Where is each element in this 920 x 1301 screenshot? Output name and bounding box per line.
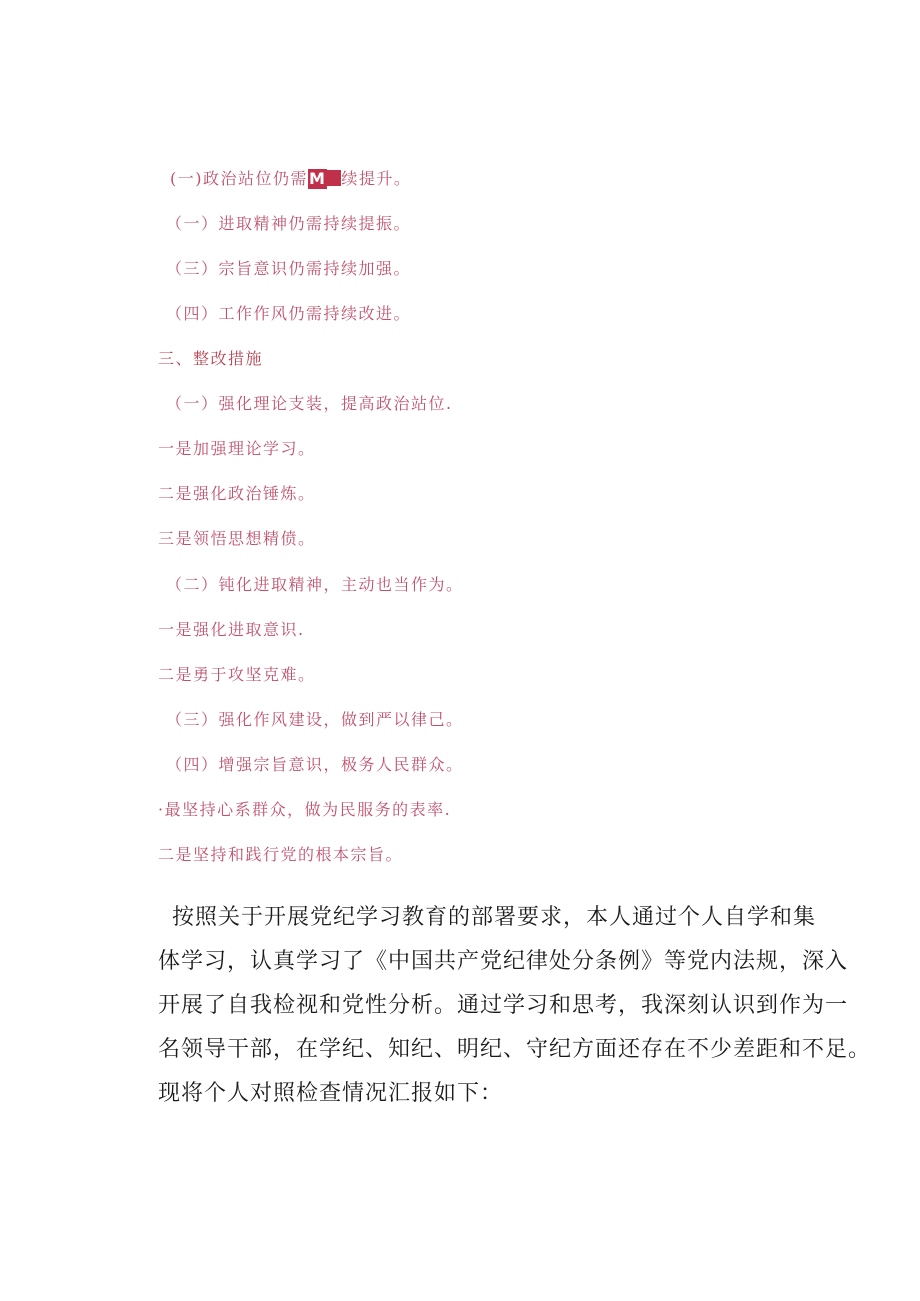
- body-line-1: 按照关于开展党纪学习教育的部署要求，本人通过个人自学和集: [172, 905, 817, 930]
- outline-item-political-stance: [170, 168, 411, 190]
- measure-3: （三）强化作风建设，做到严以律己。: [166, 710, 464, 729]
- body-line-5: 现将个人对照检查情况汇报如下：: [158, 1081, 504, 1106]
- outline-text: (一)政治站位仍需: [170, 169, 308, 188]
- measure-2: （二）钝化进取精神，主动也当作为。: [166, 575, 464, 594]
- body-line-4: 名领导干部，在学纪、知纪、明纪、守纪方面还存在不少差距和不足。: [158, 1037, 872, 1062]
- body-line-2: 体学习，认真学习了《中国共产党纪律处分条例》等党内法规，深入: [158, 949, 849, 974]
- outline-text-tail: 续提升。: [341, 169, 412, 188]
- section-heading-rectification: 三、整改措施: [158, 349, 264, 368]
- measure-2-item-a: 一是强化进取意识.: [158, 620, 305, 639]
- body-line-3: 开展了自我检视和党性分析。通过学习和思考，我深刻认识到作为一: [158, 993, 849, 1018]
- measure-1-item-b: 二是强化政治锤炼。: [158, 484, 316, 503]
- outline-item-work-style: （四）工作作风仍需持续改进。: [166, 304, 412, 323]
- measure-4-item-b: 二是坚持和践行党的根本宗旨。: [158, 845, 404, 864]
- measure-4-item-a: ·最坚持心系群众，做为民服务的表率.: [158, 800, 452, 819]
- measure-1-item-c: 三是领悟思想精偾。: [158, 529, 316, 548]
- redaction-mark: M: [309, 169, 327, 188]
- body-paragraph: [158, 896, 872, 1116]
- outline-item-purpose-awareness: （三）宗旨意识仍需持续加强。: [166, 259, 412, 278]
- measure-1-item-a: 一是加强理论学习。: [158, 439, 316, 458]
- redaction-block: [327, 170, 341, 186]
- measure-4: （四）增强宗旨意识，极务人民群众。: [166, 755, 464, 774]
- measure-2-item-b: 二是勇于攻坚克难。: [158, 665, 316, 684]
- outline-item-enterprising-spirit: （一）进取精神仍需持续提振。: [166, 214, 412, 233]
- measure-1: （一）强化理论支装，提高政治站位.: [166, 394, 453, 413]
